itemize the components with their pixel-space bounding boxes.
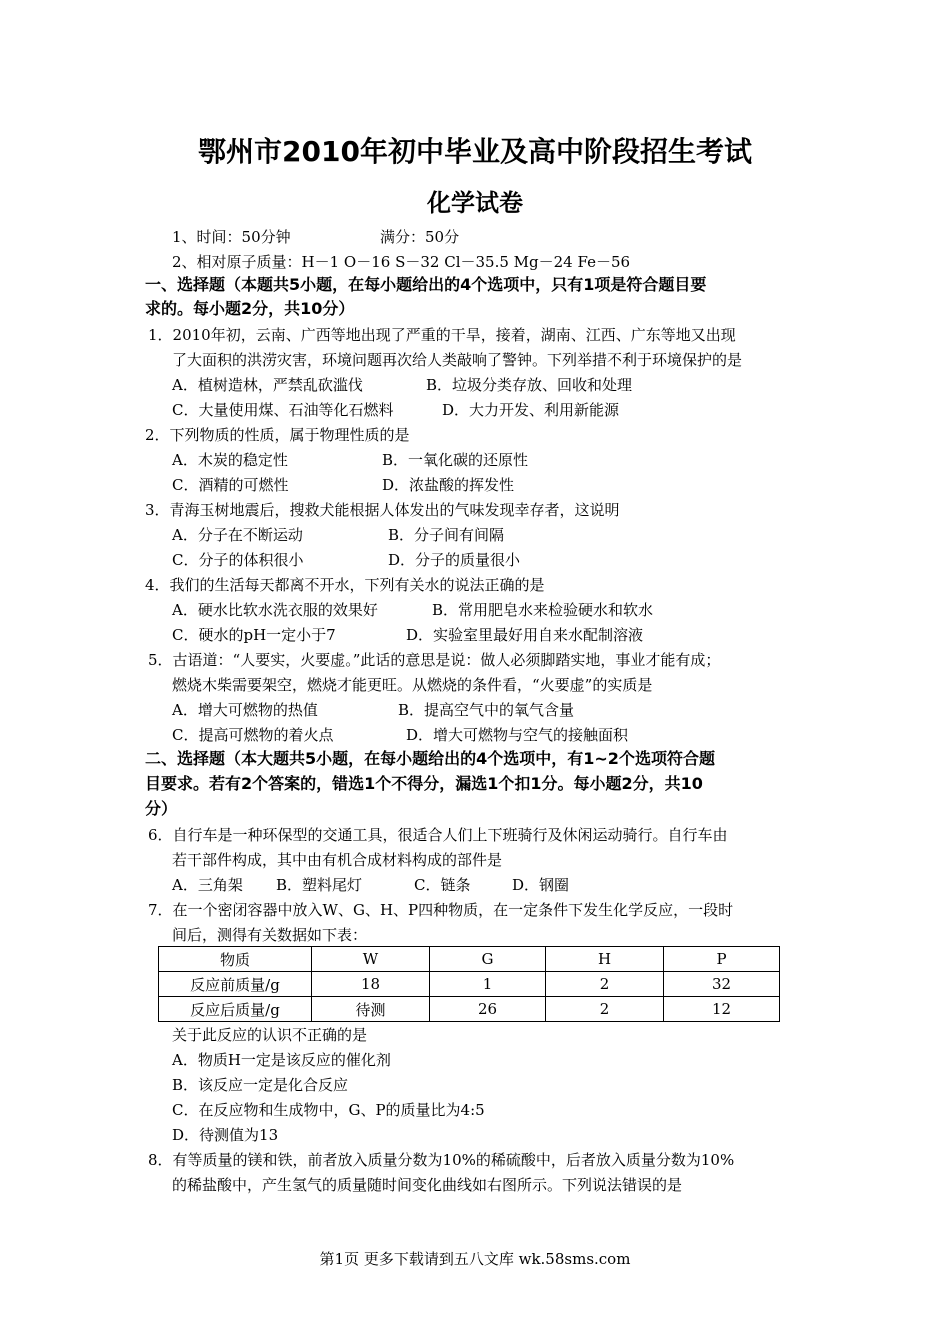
q3-option-c: C．分子的体积很小 <box>172 551 304 569</box>
table-cell: 2 <box>546 997 664 1022</box>
q3-stem: 3．青海玉树地震后，搜救犬能根据人体发出的气味发现幸存者，这说明 <box>145 501 620 519</box>
q8-stem: 8．有等质量的镁和铁，前者放入质量分数为10%的稀硫酸中，后者放入质量分数为10% <box>148 1151 735 1169</box>
q1-stem-cont: 了大面积的洪涝灾害，环境问题再次给人类敲响了警钟。下列举措不利于环境保护的是 <box>172 351 743 369</box>
section1-heading-cont: 求的。每小题2分，共10分） <box>145 299 355 318</box>
q6-option-c: C．链条 <box>414 876 471 894</box>
page-footer: 第1页 更多下载请到五八文库 wk.58sms.com <box>319 1250 631 1268</box>
info-atomic-mass: 2、相对原子质量：H－1 O－16 S－32 Cl－35.5 Mg－24 Fe－56 <box>172 253 631 271</box>
q5-stem: 5．古语道：“人要实，火要虚。”此话的意思是说：做人必须脚踏实地，事业才能有成； <box>148 651 721 669</box>
q7-option-c: C．在反应物和生成物中，G、P的质量比为4:5 <box>172 1101 485 1119</box>
table-row <box>159 972 780 997</box>
q2-stem: 2．下列物质的性质，属于物理性质的是 <box>145 426 410 444</box>
info-time: 1、时间：50分钟 <box>172 228 291 246</box>
q6-stem-cont: 若干部件构成，其中由有机合成材料构成的部件是 <box>172 851 503 869</box>
q4-option-b: B．常用肥皂水来检验硬水和软水 <box>432 601 654 619</box>
section2-heading: 二、选择题（本大题共5小题，在每小题给出的4个选项中，有1~2个选项符合题 <box>145 749 715 768</box>
q1-option-d: D．大力开发、利用新能源 <box>442 401 620 419</box>
table-cell: 26 <box>430 997 546 1022</box>
info-score: 满分：50分 <box>380 228 460 246</box>
exam-title: 鄂州市2010年初中毕业及高中阶段招生考试 <box>198 135 752 168</box>
table-cell: 待测 <box>312 997 430 1022</box>
q2-option-d: D．浓盐酸的挥发性 <box>382 476 515 494</box>
q6-stem: 6．自行车是一种环保型的交通工具，很适合人们上下班骑行及休闲运动骑行。自行车由 <box>148 826 728 844</box>
q4-option-d: D．实验室里最好用自来水配制溶液 <box>406 626 644 644</box>
table-header-cell: G <box>430 947 546 972</box>
q5-option-a: A．增大可燃物的热值 <box>172 701 318 719</box>
q1-option-c: C．大量使用煤、石油等化石燃料 <box>172 401 394 419</box>
q4-stem: 4．我们的生活每天都离不开水，下列有关水的说法正确的是 <box>145 576 545 594</box>
q7-question: 关于此反应的认识不正确的是 <box>172 1026 368 1044</box>
q2-option-c: C．酒精的可燃性 <box>172 476 289 494</box>
table-cell: 32 <box>664 972 780 997</box>
exam-subtitle: 化学试卷 <box>427 189 523 217</box>
q3-option-d: D．分子的质量很小 <box>388 551 521 569</box>
q7-data-table <box>158 946 780 1022</box>
q5-option-c: C．提高可燃物的着火点 <box>172 726 334 744</box>
table-cell: 1 <box>430 972 546 997</box>
q5-option-b: B．提高空气中的氧气含量 <box>398 701 575 719</box>
q7-option-d: D．待测值为13 <box>172 1126 279 1144</box>
q3-option-a: A．分子在不断运动 <box>172 526 303 544</box>
table-cell: 反应前质量/g <box>159 972 312 997</box>
q2-option-a: A．木炭的稳定性 <box>172 451 288 469</box>
q1-option-a: A．植树造林，严禁乱砍滥伐 <box>172 376 363 394</box>
table-row <box>159 997 780 1022</box>
q8-stem-cont: 的稀盐酸中，产生氢气的质量随时间变化曲线如右图所示。下列说法错误的是 <box>172 1176 683 1194</box>
q3-option-b: B．分子间有间隔 <box>388 526 505 544</box>
q6-option-b: B．塑料尾灯 <box>276 876 363 894</box>
q4-option-c: C．硬水的pH一定小于7 <box>172 626 336 644</box>
table-cell: 18 <box>312 972 430 997</box>
q7-option-a: A．物质H一定是该反应的催化剂 <box>172 1051 391 1069</box>
section2-heading-end: 分） <box>145 799 178 818</box>
q7-option-b: B．该反应一定是化合反应 <box>172 1076 349 1094</box>
q5-option-d: D．增大可燃物与空气的接触面积 <box>406 726 629 744</box>
section2-heading-cont: 目要求。若有2个答案的，错选1个不得分，漏选1个扣1分。每小题2分，共10 <box>145 774 703 793</box>
section1-heading: 一、选择题（本题共5小题，在每小题给出的4个选项中，只有1项是符合题目要 <box>145 275 707 294</box>
q2-option-b: B．一氧化碳的还原性 <box>382 451 529 469</box>
table-header-cell: H <box>546 947 664 972</box>
q6-option-d: D．钢圈 <box>512 876 570 894</box>
q7-stem: 7．在一个密闭容器中放入W、G、H、P四种物质，在一定条件下发生化学反应，一段时 <box>148 901 734 919</box>
q1-stem: 1．2010年初，云南、广西等地出现了严重的干旱，接着，湖南、江西、广东等地又出现 <box>148 326 736 344</box>
table-header-cell: W <box>312 947 430 972</box>
q5-stem-cont: 燃烧木柴需要架空，燃烧才能更旺。从燃烧的条件看，“火要虚”的实质是 <box>172 676 653 694</box>
table-cell: 12 <box>664 997 780 1022</box>
table-header-row <box>159 947 780 972</box>
q6-option-a: A．三角架 <box>172 876 243 894</box>
q7-stem-cont: 间后，测得有关数据如下表： <box>172 926 368 944</box>
table-header-cell: 物质 <box>159 947 312 972</box>
q1-option-b: B．垃圾分类存放、回收和处理 <box>426 376 633 394</box>
table-cell: 2 <box>546 972 664 997</box>
table-header-cell: P <box>664 947 780 972</box>
q4-option-a: A．硬水比软水洗衣服的效果好 <box>172 601 378 619</box>
table-cell: 反应后质量/g <box>159 997 312 1022</box>
